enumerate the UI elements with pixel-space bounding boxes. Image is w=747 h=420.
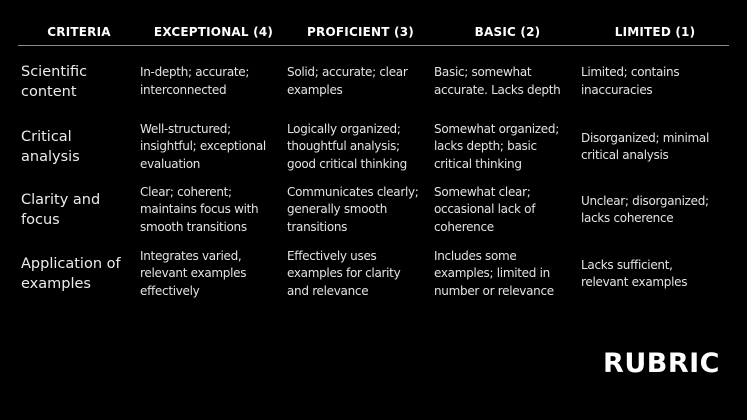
header-proficient: PROFICIENT (3) [307,24,414,39]
header-exceptional: EXCEPTIONAL (4) [153,24,274,39]
header-criteria: CRITERIA [47,24,111,39]
limited-cell: Disorganized; minimal critical analysis [581,130,709,162]
exceptional-cell: Integrates varied, relevant examples effectively [140,248,247,298]
table-row [18,245,729,303]
criterion-cell: Clarity and focus [21,192,101,228]
basic-cell: Somewhat organized; lacks depth; basic critical thinking [434,121,559,171]
criterion-cell: Critical analysis [21,129,80,165]
exceptional-cell: In-depth; accurate; interconnected [140,65,250,97]
exceptional-cell: Well-structured; insightful; exceptional evaluation [140,121,266,171]
basic-cell: Includes some examples; limited in number or relevance [434,248,554,298]
table-row [18,181,729,239]
limited-cell: Limited; contains inaccuracies [581,65,680,97]
proficient-cell: Logically organized; thoughtful analysis; good critical thinking [287,121,407,171]
proficient-cell: Effectively uses examples for clarity and relevance [287,248,401,298]
rubric-wordmark: RUBRIC [603,348,720,379]
exceptional-cell: Clear; coherent; maintains focus with smooth transitions [140,184,259,234]
rubric-table [18,18,729,303]
table-row [18,59,729,104]
header-limited: LIMITED (1) [614,24,696,39]
basic-cell: Somewhat clear; occasional lack of coherence [434,184,536,234]
proficient-cell: Solid; accurate; clear examples [287,65,408,97]
limited-cell: Lacks sufficient, relevant examples [581,257,688,289]
criterion-cell: Application of examples [21,256,121,292]
table-row [18,118,729,176]
header-basic: BASIC (2) [474,24,541,39]
proficient-cell: Communicates clearly; generally smooth transitions [287,184,419,234]
limited-cell: Unclear; disorganized; lacks coherence [581,193,709,225]
table-header-row [18,18,729,46]
criterion-cell: Scientific content [21,63,88,100]
basic-cell: Basic; somewhat accurate. Lacks depth [434,65,561,97]
